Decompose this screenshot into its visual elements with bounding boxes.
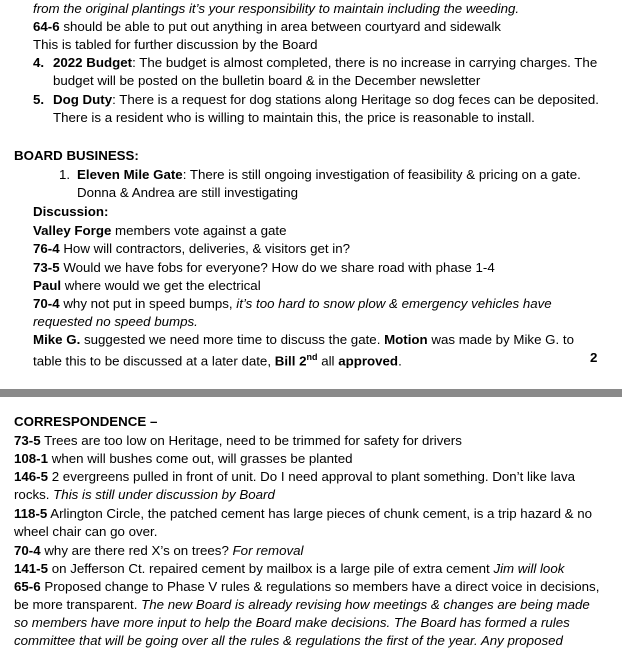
item-number: 1. <box>59 167 71 182</box>
board-item-1-body <box>77 166 581 183</box>
unit-code: 146-5 <box>14 469 49 484</box>
item-title: Eleven Mile Gate <box>77 167 183 182</box>
correspondence-italic: This is still under discussion by Board <box>53 487 275 502</box>
speaker-name: Mike G. <box>33 332 81 347</box>
item-number: 5. <box>33 92 45 107</box>
line-tabled: This is tabled for further discussion by the Board <box>33 37 318 52</box>
discussion-text: How will contractors, deliveries, & visitors get in? <box>59 241 351 256</box>
correspondence-65-6-line2 <box>14 596 590 613</box>
item-text: : There is still ongoing investigation of feasibility & pricing on a gate. <box>182 167 581 182</box>
discussion-text: Would we have fobs for everyone? How do we share road with phase 1-4 <box>59 260 495 275</box>
item-text: : The budget is almost completed, there is no increase in carrying charges. The <box>132 55 598 70</box>
unit-code: 64-6 <box>33 19 60 34</box>
correspondence-text: Trees are too low on Heritage, need to be trimmed for safety for drivers <box>40 433 462 448</box>
discussion-76-4 <box>33 240 350 257</box>
unit-code: 108-1 <box>14 451 49 466</box>
agenda-item-4-body <box>53 54 597 71</box>
discussion-text: why not put in speed bumps, <box>59 296 237 311</box>
discussion-paul <box>33 277 261 294</box>
correspondence-text: when will bushes come out, will grasses be planted <box>48 451 353 466</box>
page-separator <box>0 389 622 397</box>
item-number: 4. <box>33 55 45 70</box>
approved-word: approved <box>338 353 399 369</box>
page-number: 2 <box>590 350 598 365</box>
unit-code: 65-6 <box>14 579 41 594</box>
correspondence-146-5-line2 <box>14 486 275 503</box>
correspondence-text: rocks. <box>14 487 54 502</box>
item-title: 2022 Budget <box>53 55 133 70</box>
board-item-1 <box>59 166 70 183</box>
correspondence-text: Arlington Circle, the patched cement has large pieces of chunk cement, is a trip hazard & no <box>47 506 593 521</box>
agenda-item-4 <box>33 54 44 71</box>
correspondence-65-6 <box>14 578 599 595</box>
line-text: should be able to put out anything in area between courtyard and sidewalk <box>59 19 501 34</box>
unit-code: 141-5 <box>14 561 49 576</box>
agenda-item-5 <box>33 91 44 108</box>
discussion-text: suggested we need more time to discuss the gate. <box>80 332 385 347</box>
discussion-heading: Discussion: <box>33 204 109 219</box>
correspondence-73-5 <box>14 432 462 449</box>
period: . <box>398 353 402 369</box>
unit-code: 70-4 <box>14 543 41 558</box>
correspondence-70-4 <box>14 542 303 559</box>
speaker-name: Paul <box>33 278 62 293</box>
correspondence-118-5 <box>14 505 592 522</box>
discussion-italic: it’s too hard to snow plow & emergency vehicles have <box>236 296 552 311</box>
correspondence-text: be more transparent. <box>14 597 142 612</box>
discussion-text: was made by Mike G. to <box>427 332 574 347</box>
item-title: Dog Duty <box>53 92 113 107</box>
correspondence-65-6-line3: so members have more input to help the Board make decisions. The Board has formed a rules <box>14 615 570 630</box>
board-item-1-line2: Donna & Andrea are still investigating <box>77 185 299 200</box>
discussion-mike <box>33 331 574 348</box>
correspondence-118-5-line2: wheel chair can go over. <box>14 524 158 539</box>
correspondence-146-5 <box>14 468 575 485</box>
ordinal-suffix: nd <box>306 352 318 362</box>
discussion-text: members vote against a gate <box>111 223 287 238</box>
correspondence-italic: For removal <box>232 543 304 558</box>
unit-code: 70-4 <box>33 296 60 311</box>
discussion-text: all <box>317 353 339 369</box>
agenda-item-4-line2: budget will be posted on the bulletin board & in the December newsletter <box>53 73 481 88</box>
unit-code: 73-5 <box>33 260 60 275</box>
unit-code: 73-5 <box>14 433 41 448</box>
correspondence-text: why are there red X’s on trees? <box>40 543 233 558</box>
discussion-text: table this to be discussed at a later date, <box>33 353 275 369</box>
unit-code: 118-5 <box>14 506 48 521</box>
section-heading-board-business: BOARD BUSINESS: <box>14 148 139 163</box>
motion-word: Motion <box>384 332 428 347</box>
speaker-name: Valley Forge <box>33 223 112 238</box>
discussion-70-4 <box>33 295 552 312</box>
line-weeding: from the original plantings it’s your responsibility to maintain including the weeding. <box>33 1 520 16</box>
correspondence-text: 2 evergreens pulled in front of unit. Do I need approval to plant something. Don’t like lava <box>48 469 576 484</box>
unit-code: 76-4 <box>33 241 60 256</box>
correspondence-141-5 <box>14 560 564 577</box>
correspondence-italic: The new Board is already revising how meetings & changes are being made <box>141 597 590 612</box>
discussion-73-5 <box>33 259 495 276</box>
agenda-item-5-line2: There is a resident who is willing to maintain this, the price is reasonable to install. <box>53 110 535 125</box>
section-heading-correspondence: CORRESPONDENCE – <box>14 414 158 429</box>
agenda-item-5-body <box>53 91 599 108</box>
second-name: Bill 2 <box>274 353 307 369</box>
item-text: : There is a request for dog stations along Heritage so dog feces can be deposited. <box>112 92 599 107</box>
correspondence-italic: Jim will look <box>493 561 565 576</box>
discussion-70-4-line2: requested no speed bumps. <box>33 314 198 329</box>
discussion-valley-forge <box>33 222 287 239</box>
discussion-mike-line2 <box>33 349 402 369</box>
discussion-text: where would we get the electrical <box>61 278 261 293</box>
correspondence-text: on Jefferson Ct. repaired cement by mailbox is a large pile of extra cement <box>48 561 494 576</box>
line-64-6 <box>33 18 501 35</box>
correspondence-108-1 <box>14 450 353 467</box>
correspondence-text: Proposed change to Phase V rules & regulations so members have a direct voice in decisions, <box>40 579 600 594</box>
correspondence-65-6-line4: committee that will be going over all the rules & regulations the first of the year. Any proposed <box>14 633 563 648</box>
